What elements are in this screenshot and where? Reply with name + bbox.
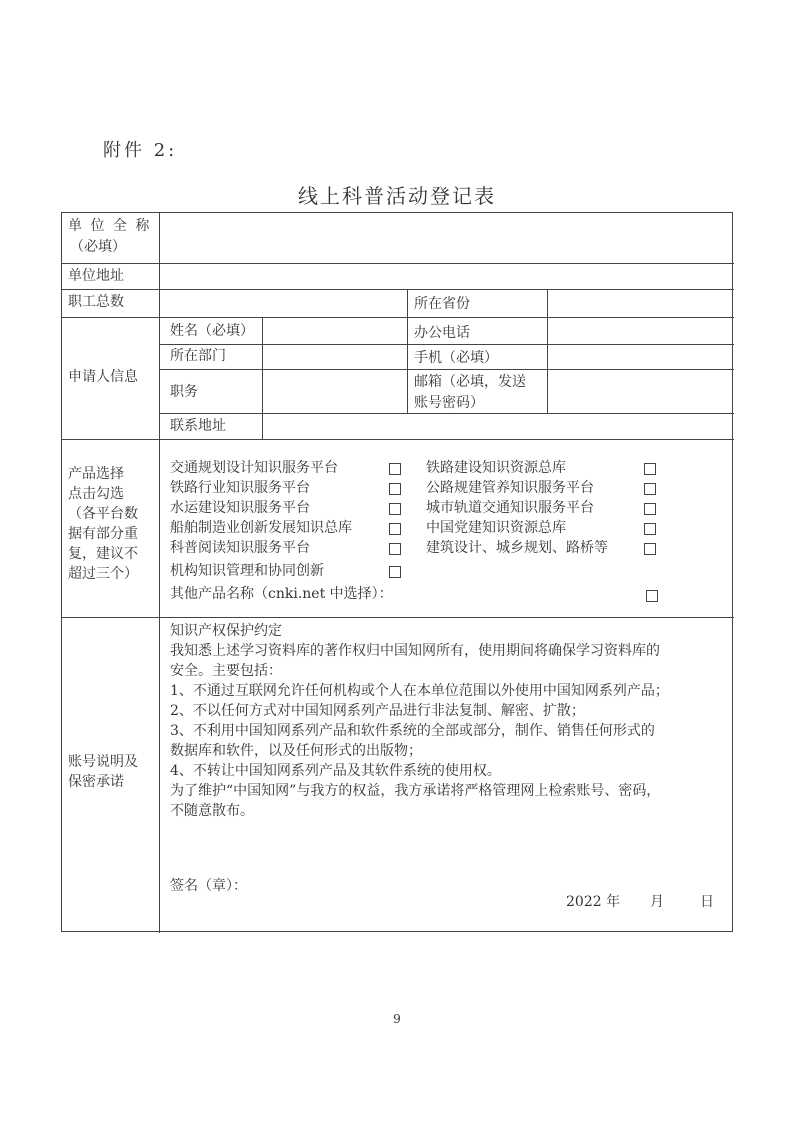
date-day: 日 — [700, 894, 714, 910]
mobile-field[interactable] — [549, 345, 733, 368]
unit-name-required-note: （必填） — [70, 239, 126, 255]
product-selection-label-4: 据有部分重 — [68, 526, 138, 542]
ip-line-5: 3、不利用中国知网系列产品和软件系统的全部或部分，制作、销售任何形式的 — [170, 723, 655, 739]
email-field[interactable] — [549, 370, 733, 412]
ip-line-4: 2、不以任何方式对中国知网系列产品进行非法复制、解密、扩散； — [170, 703, 585, 719]
ip-agreement — [170, 621, 730, 821]
unit-name-field[interactable] — [161, 214, 733, 262]
ip-title: 知识产权保护约定 — [170, 623, 282, 639]
ip-line-6: 数据库和软件，以及任何形式的出版物； — [170, 743, 422, 759]
checkbox-right-2[interactable] — [644, 483, 656, 495]
product-right-1: 铁路建设知识资源总库 — [426, 460, 566, 476]
ip-line-2: 安全。主要包括： — [170, 663, 282, 679]
checkbox-left-6[interactable] — [389, 566, 401, 578]
contact-address-field[interactable] — [264, 414, 733, 438]
product-right-3: 城市轨道交通知识服务平台 — [426, 500, 594, 516]
province-label: 所在省份 — [414, 296, 470, 312]
product-selection-label-1: 产品选择 — [68, 466, 124, 482]
product-left-2: 铁路行业知识服务平台 — [170, 480, 310, 496]
contact-address-label: 联系地址 — [170, 418, 226, 434]
signature-field[interactable] — [262, 873, 562, 899]
checkbox-left-4[interactable] — [389, 523, 401, 535]
product-selection-label-2: 点击勾选 — [68, 486, 124, 502]
ip-line-9: 不随意散布。 — [170, 803, 254, 819]
position-label: 职务 — [170, 384, 198, 400]
unit-address-field[interactable] — [161, 264, 733, 288]
checkbox-right-4[interactable] — [644, 523, 656, 535]
total-staff-label: 职工总数 — [68, 294, 124, 310]
product-left-6: 机构知识管理和协同创新 — [170, 563, 324, 579]
registration-form — [61, 212, 733, 932]
product-right-4: 中国党建知识资源总库 — [426, 520, 566, 536]
province-field[interactable] — [549, 290, 733, 316]
checkbox-other-products[interactable] — [646, 590, 658, 602]
position-field[interactable] — [264, 370, 406, 412]
ip-line-8: 为了维护“中国知网”与我方的权益，我方承诺将严格管理网上检索账号、密码， — [170, 783, 661, 799]
email-label: 邮箱（必填，发送 — [414, 374, 526, 390]
mobile-label: 手机（必填） — [414, 350, 498, 366]
date-month: 月 — [650, 894, 664, 910]
total-staff-field[interactable] — [161, 290, 406, 316]
email-note: 账号密码） — [414, 395, 484, 411]
product-selection-label-6: 超过三个） — [68, 566, 138, 582]
attachment-label: 附件 2: — [103, 140, 178, 161]
checkbox-right-5[interactable] — [644, 543, 656, 555]
checkbox-left-2[interactable] — [389, 483, 401, 495]
checkbox-left-1[interactable] — [389, 463, 401, 475]
product-selection-label-5: 复，建议不 — [68, 546, 138, 562]
account-label-2: 保密承诺 — [68, 774, 124, 790]
name-field[interactable] — [264, 318, 406, 343]
page-number: 9 — [393, 1012, 401, 1026]
ip-line-1: 我知悉上述学习资料库的著作权归中国知网所有，使用期间将确保学习资料库的 — [170, 643, 660, 659]
product-left-1: 交通规划设计知识服务平台 — [170, 460, 338, 476]
product-selection-label-3: （各平台数 — [68, 506, 138, 522]
signature-label: 签名（章）： — [170, 878, 247, 894]
ip-line-7: 4、不转让中国知网系列产品及其软件系统的使用权。 — [170, 763, 501, 779]
department-label: 所在部门 — [170, 348, 226, 364]
unit-name-label: 单 位 全 称 — [68, 218, 152, 234]
product-right-2: 公路规建管养知识服务平台 — [426, 480, 594, 496]
product-right-5: 建筑设计、城乡规划、路桥等 — [426, 540, 608, 556]
office-phone-field[interactable] — [549, 318, 733, 343]
account-label-1: 账号说明及 — [68, 754, 138, 770]
checkbox-right-3[interactable] — [644, 503, 656, 515]
ip-line-3: 1、不通过互联网允许任何机构或个人在本单位范围以外使用中国知网系列产品； — [170, 683, 669, 699]
other-products-label: 其他产品名称（cnki.net 中选择）： — [170, 586, 393, 602]
product-left-3: 水运建设知识服务平台 — [170, 500, 310, 516]
form-title: 线上科普活动登记表 — [298, 184, 496, 208]
date-year: 2022 年 — [566, 894, 621, 910]
name-label: 姓名（必填） — [170, 323, 254, 339]
applicant-info-label: 申请人信息 — [68, 369, 138, 385]
department-field[interactable] — [264, 345, 406, 368]
unit-address-label: 单位地址 — [68, 268, 124, 284]
checkbox-left-5[interactable] — [389, 543, 401, 555]
product-left-4: 船舶制造业创新发展知识总库 — [170, 520, 352, 536]
product-left-5: 科普阅读知识服务平台 — [170, 540, 310, 556]
checkbox-right-1[interactable] — [644, 463, 656, 475]
office-phone-label: 办公电话 — [414, 325, 470, 341]
checkbox-left-3[interactable] — [389, 503, 401, 515]
